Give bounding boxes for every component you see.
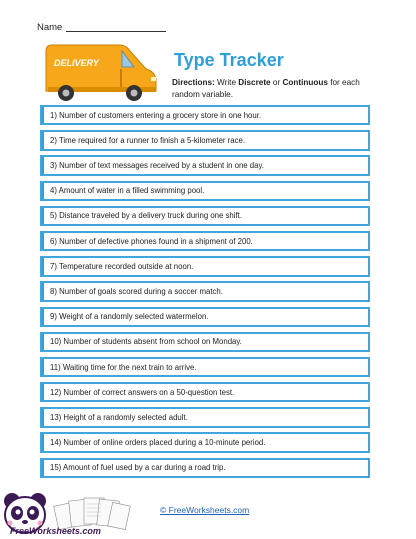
question-text: 12) Number of correct answers on a 50-question test. — [50, 387, 235, 397]
question-row[interactable] — [40, 458, 370, 478]
question-text: 1) Number of customers entering a grocery store in one hour. — [50, 110, 262, 120]
name-field[interactable] — [37, 22, 166, 33]
delivery-van-illustration — [42, 41, 160, 103]
question-text: 10) Number of students absent from school on Monday. — [50, 337, 242, 347]
directions-text — [172, 77, 384, 101]
question-text: 7) Temperature recorded outside at noon. — [50, 261, 194, 271]
question-row[interactable] — [40, 407, 370, 427]
question-row[interactable] — [40, 256, 370, 276]
question-row[interactable] — [40, 332, 370, 352]
directions-continuous: Continuous — [282, 78, 328, 87]
question-text: 9) Weight of a randomly selected watermelon. — [50, 312, 209, 322]
question-row[interactable] — [40, 307, 370, 327]
name-blank-line[interactable] — [66, 31, 166, 32]
question-list — [40, 105, 370, 483]
question-text: 2) Time required for a runner to finish a 5-kilometer race. — [50, 135, 246, 145]
van-label: DELIVERY — [54, 58, 99, 68]
question-row[interactable] — [40, 181, 370, 201]
question-row[interactable] — [40, 432, 370, 452]
directions-text-3: for each random variable. — [172, 78, 360, 99]
question-row[interactable] — [40, 105, 370, 125]
worksheet-stack-icon — [52, 494, 132, 530]
question-text: 4) Amount of water in a filled swimming pool. — [50, 186, 205, 196]
question-text: 11) Waiting time for the next train to arrive. — [50, 362, 197, 372]
directions-text-1: Write — [214, 78, 239, 87]
question-row[interactable] — [40, 281, 370, 301]
question-row[interactable] — [40, 155, 370, 175]
question-row[interactable] — [40, 206, 370, 226]
question-row[interactable] — [40, 357, 370, 377]
name-label: Name — [37, 22, 63, 33]
question-text: 13) Height of a randomly selected adult. — [50, 412, 188, 422]
question-text: 3) Number of text messages received by a student in one day. — [50, 161, 264, 171]
question-text: 14) Number of online orders placed during a 10-minute period. — [50, 438, 266, 448]
question-row[interactable] — [40, 231, 370, 251]
page-title: Type Tracker — [174, 50, 284, 70]
directions-prefix: Directions: — [172, 78, 215, 87]
question-row[interactable] — [40, 130, 370, 150]
question-text: 15) Amount of fuel used by a car during a road trip. — [50, 463, 226, 473]
question-text: 8) Number of goals scored during a soccer match. — [50, 287, 223, 296]
directions-text-2: or — [270, 78, 283, 87]
footer-copyright-link[interactable]: © FreeWorksheets.com — [160, 505, 250, 515]
question-text: 5) Distance traveled by a delivery truck during one shift. — [50, 211, 242, 221]
directions-discrete: Discrete — [238, 78, 271, 87]
question-text: 6) Number of defective phones found in a shipment of 200. — [50, 236, 253, 246]
question-row[interactable] — [40, 382, 370, 402]
brand-logo-text: FreeWorksheets.com — [10, 526, 101, 536]
